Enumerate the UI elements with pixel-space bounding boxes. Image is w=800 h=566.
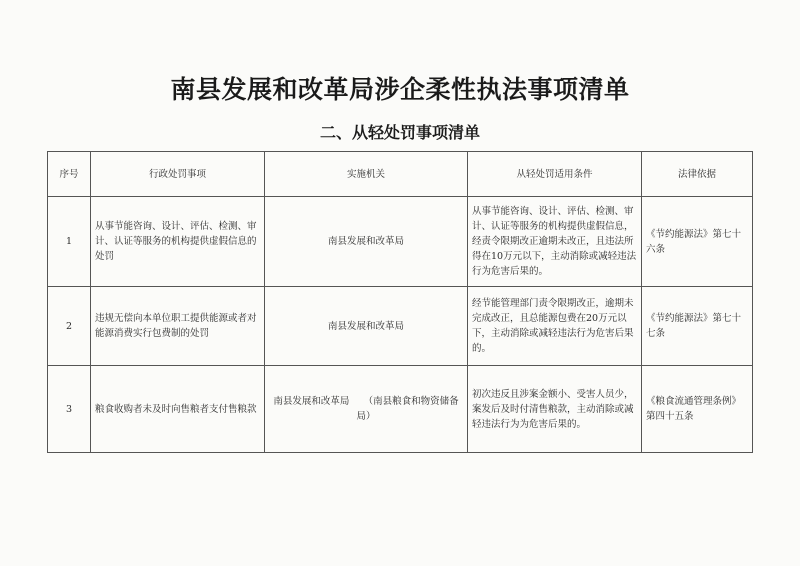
header-no: 序号 [48, 152, 91, 197]
implementing-agency: 南县发展和改革局 [265, 197, 468, 287]
penalty-item: 粮食收购者未及时向售粮者支付售粮款 [91, 366, 265, 453]
legal-basis: 《节约能源法》第七十七条 [642, 287, 753, 366]
implementing-agency: 南县发展和改革局 （南县粮食和物资储备局） [265, 366, 468, 453]
table-row [48, 287, 753, 366]
applicable-condition: 从事节能咨询、设计、评估、检测、审计、认证等服务的机构提供虚假信息，经责令限期改正逾期未改正，且违法所得在10万元以下，主动消除或减轻违法行为危害后果的。 [468, 197, 642, 287]
table-header-row [48, 152, 753, 197]
implementing-agency: 南县发展和改革局 [265, 287, 468, 366]
penalty-item: 违规无偿向本单位职工提供能源或者对能源消费实行包费制的处罚 [91, 287, 265, 366]
table-row [48, 197, 753, 287]
header-item: 行政处罚事项 [91, 152, 265, 197]
header-agency: 实施机关 [265, 152, 468, 197]
document-title: 南县发展和改革局涉企柔性执法事项清单 [170, 75, 630, 104]
applicable-condition: 初次违反且涉案金额小、受害人员少，案发后及时付清售粮款，主动消除或减轻违法行为为危害后果的。 [468, 366, 642, 453]
legal-basis: 《粮食流通管理条例》第四十五条 [642, 366, 753, 453]
penalty-item: 从事节能咨询、设计、评估、检测、审计、认证等服务的机构提供虚假信息的处罚 [91, 197, 265, 287]
header-condition: 从轻处罚适用条件 [468, 152, 642, 197]
penalty-items-table [47, 151, 753, 453]
header-law: 法律依据 [642, 152, 753, 197]
legal-basis: 《节约能源法》第七十六条 [642, 197, 753, 287]
row-number: 2 [48, 287, 91, 366]
row-number: 1 [48, 197, 91, 287]
applicable-condition: 经节能管理部门责令限期改正，逾期未完成改正，且总能源包费在20万元以下，主动消除或减轻违法行为危害后果的。 [468, 287, 642, 366]
section-subtitle: 二、从轻处罚事项清单 [319, 123, 480, 142]
table-row [48, 366, 753, 453]
row-number: 3 [48, 366, 91, 453]
